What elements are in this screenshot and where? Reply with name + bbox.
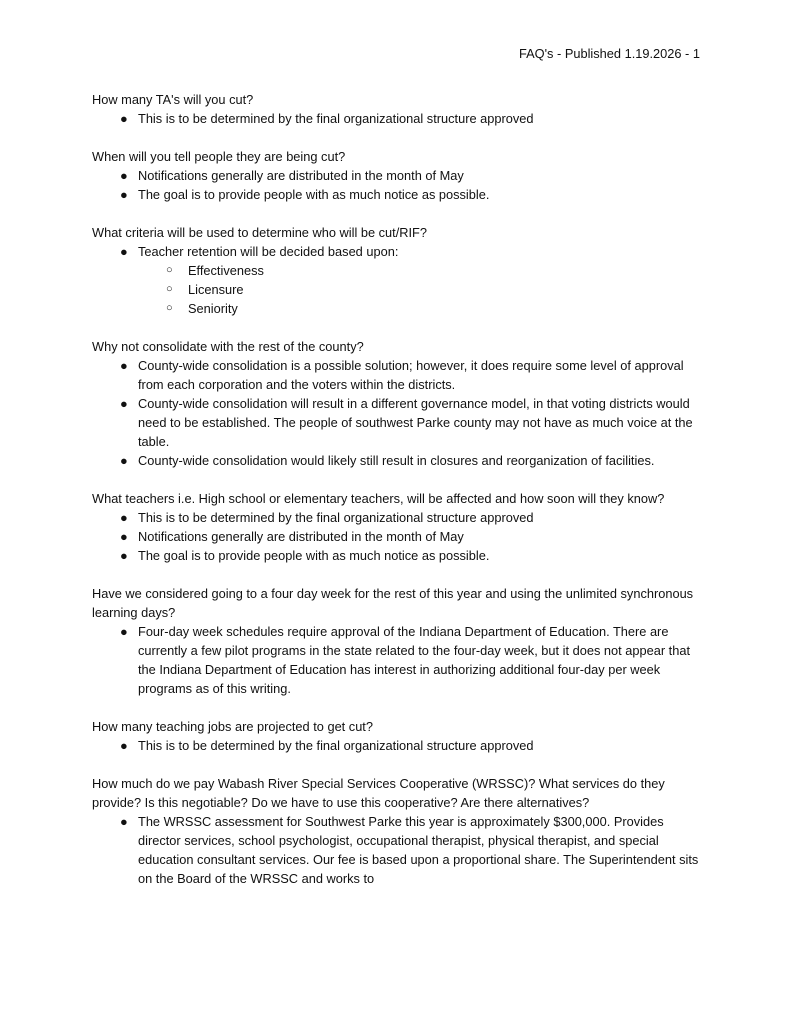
faq-answer-list [92, 508, 702, 565]
faq-question: How many teaching jobs are projected to get cut? [92, 719, 373, 734]
list-item-label: The goal is to provide people with as much notice as possible. [138, 548, 490, 563]
faq-block [92, 489, 702, 565]
faq-block [92, 90, 702, 128]
faq-answer-list [92, 356, 702, 470]
list-item-label: Notifications generally are distributed in the month of May [138, 529, 464, 544]
faq-answer-list [92, 242, 702, 318]
list-item [92, 394, 702, 451]
bullet-icon: ● [120, 168, 128, 183]
hollow-bullet-icon: ○ [166, 264, 173, 276]
list-item [92, 166, 702, 185]
list-item-label: The goal is to provide people with as much notice as possible. [138, 187, 490, 202]
faq-block [92, 584, 702, 698]
faq-answer-list [92, 622, 702, 698]
sub-list-item [138, 280, 702, 299]
list-item [92, 812, 702, 888]
page-header [92, 44, 700, 63]
list-item-label: County-wide consolidation would likely still result in closures and reorganization of facilities. [138, 453, 655, 468]
list-item-label: Teacher retention will be decided based upon: [138, 244, 399, 259]
bullet-icon: ● [120, 187, 128, 202]
bullet-icon: ● [120, 111, 128, 126]
faq-answer-list [92, 166, 702, 204]
bullet-icon: ● [120, 358, 128, 373]
list-item [92, 546, 702, 565]
document-body [92, 90, 702, 907]
bullet-icon: ● [120, 453, 128, 468]
faq-answer-list [92, 736, 702, 755]
bullet-icon: ● [120, 738, 128, 753]
list-item-label: Four-day week schedules require approval of the Indiana Department of Education. There are currently a few pilot programs in the state related to the four-day week, but it does not appear that the Indiana Department of Education has interest in authorizing additional four-day per week programs as of this writing. [138, 624, 690, 696]
faq-answer-list [92, 812, 702, 888]
list-item [92, 736, 702, 755]
faq-question: What teachers i.e. High school or elementary teachers, will be affected and how soon will they know? [92, 491, 665, 506]
sub-list-item [138, 299, 702, 318]
faq-block [92, 337, 702, 470]
list-item [92, 185, 702, 204]
faq-question: When will you tell people they are being cut? [92, 149, 346, 164]
bullet-icon: ● [120, 529, 128, 544]
list-item-label: This is to be determined by the final organizational structure approved [138, 111, 534, 126]
list-item [92, 451, 702, 470]
faq-block [92, 774, 702, 888]
header-text: FAQ's - Published 1.19.2026 - 1 [519, 46, 700, 61]
list-item-label: County-wide consolidation is a possible solution; however, it does require some level of approval from each corporation and the voters within the districts. [138, 358, 684, 392]
list-item-label: This is to be determined by the final organizational structure approved [138, 510, 534, 525]
list-item [92, 527, 702, 546]
faq-question: What criteria will be used to determine who will be cut/RIF? [92, 225, 427, 240]
bullet-icon: ● [120, 510, 128, 525]
list-item-label: County-wide consolidation will result in a different governance model, in that voting districts would need to be established. The people of southwest Parke county may not have as much voice at the table. [138, 396, 693, 449]
list-item-label: This is to be determined by the final organizational structure approved [138, 738, 534, 753]
sub-list-item [138, 261, 702, 280]
sub-list-item-label: Seniority [188, 301, 238, 316]
faq-question: How much do we pay Wabash River Special Services Cooperative (WRSSC)? What services do they provide? Is this negotiable? Do we have to use this cooperative? Are there alternatives? [92, 776, 665, 810]
bullet-icon: ● [120, 814, 128, 829]
list-item [92, 242, 702, 318]
faq-block [92, 223, 702, 318]
faq-sub-list [138, 261, 702, 318]
list-item [92, 508, 702, 527]
sub-list-item-label: Licensure [188, 282, 244, 297]
list-item-label: Notifications generally are distributed in the month of May [138, 168, 464, 183]
faq-question: Have we considered going to a four day week for the rest of this year and using the unlimited synchronous learning days? [92, 586, 694, 620]
sub-list-item-label: Effectiveness [188, 263, 264, 278]
bullet-icon: ● [120, 548, 128, 563]
list-item-label: The WRSSC assessment for Southwest Parke this year is approximately $300,000. Provides director services, school psychologist, occupational therapist, physical therapist, and special education consultant services. Our fee is based upon a proportional share. The Superintendent sits on the Board of the WRSSC and works to [138, 814, 699, 886]
faq-answer-list [92, 109, 702, 128]
bullet-icon: ● [120, 244, 128, 259]
bullet-icon: ● [120, 624, 128, 639]
list-item [92, 109, 702, 128]
hollow-bullet-icon: ○ [166, 283, 173, 295]
hollow-bullet-icon: ○ [166, 302, 173, 314]
faq-question: Why not consolidate with the rest of the county? [92, 339, 364, 354]
faq-question: How many TA's will you cut? [92, 92, 254, 107]
faq-block [92, 147, 702, 204]
faq-block [92, 717, 702, 755]
bullet-icon: ● [120, 396, 128, 411]
list-item [92, 356, 702, 394]
list-item [92, 622, 702, 698]
